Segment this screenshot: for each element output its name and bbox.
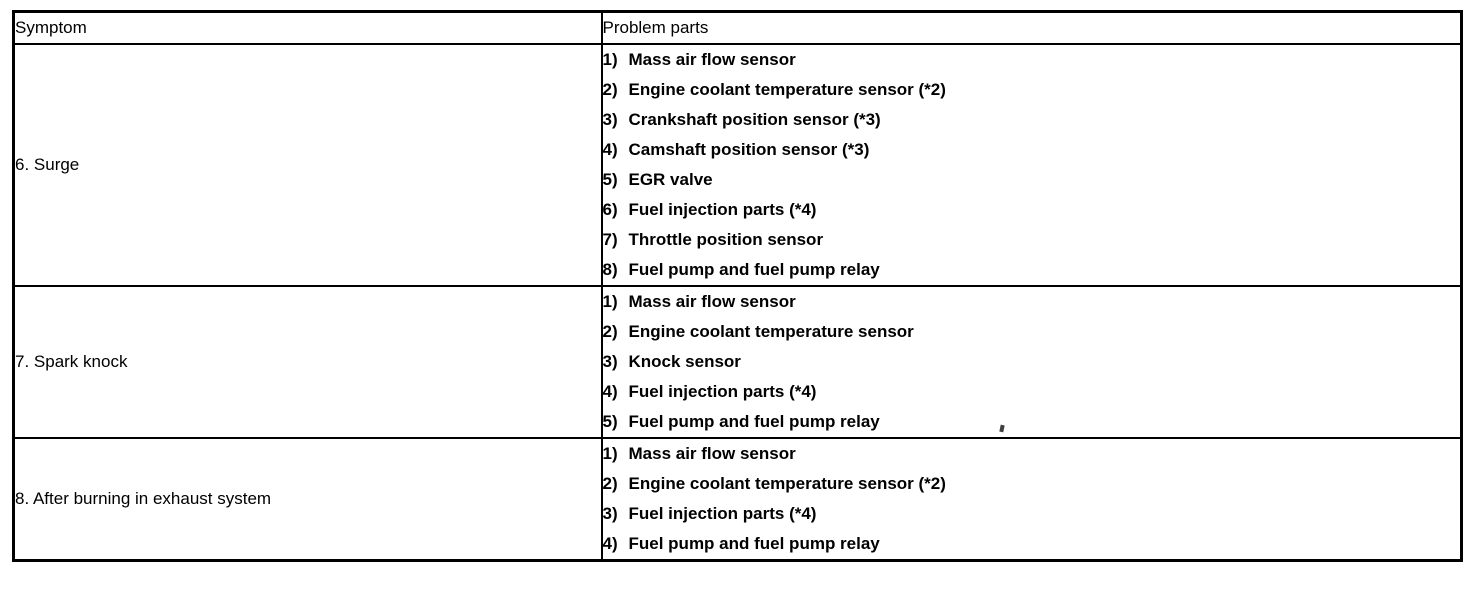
list-item-label: Fuel injection parts (*4) xyxy=(628,382,817,401)
list-item xyxy=(603,165,1461,195)
list-item-number: 3) xyxy=(602,110,618,129)
problem-parts-cell xyxy=(602,438,1462,561)
list-item-label: Throttle position sensor xyxy=(628,230,824,249)
list-item-number: 4) xyxy=(602,534,618,553)
list-item xyxy=(603,377,1461,407)
list-item-label: Engine coolant temperature sensor (*2) xyxy=(628,474,946,493)
list-item xyxy=(603,317,1461,347)
problem-parts-list xyxy=(603,439,1461,559)
list-item-number: 3) xyxy=(602,352,618,371)
list-item-number: 3) xyxy=(602,504,618,523)
list-item-number: 2) xyxy=(602,322,618,341)
list-item-label: Fuel pump and fuel pump relay xyxy=(628,412,880,431)
list-item-number: 7) xyxy=(602,230,618,249)
list-item-label: Mass air flow sensor xyxy=(628,292,796,311)
symptom-cell: 6. Surge xyxy=(14,44,602,286)
problem-parts-cell xyxy=(602,44,1462,286)
list-item-number: 1) xyxy=(602,292,618,311)
list-item-label: Fuel injection parts (*4) xyxy=(628,504,817,523)
list-item-number: 5) xyxy=(602,170,618,189)
list-item-label: Fuel pump and fuel pump relay xyxy=(628,260,880,279)
table-header-row xyxy=(14,12,1462,45)
list-item-number: 5) xyxy=(602,412,618,431)
list-item-number: 1) xyxy=(602,50,618,69)
symptom-problem-parts-table xyxy=(12,10,1463,562)
list-item-label: Mass air flow sensor xyxy=(628,444,796,463)
list-item-label: Mass air flow sensor xyxy=(628,50,796,69)
table-row xyxy=(14,44,1462,286)
table-row xyxy=(14,438,1462,561)
symptom-cell: 7. Spark knock xyxy=(14,286,602,438)
list-item-number: 8) xyxy=(602,260,618,279)
list-item xyxy=(603,439,1461,469)
list-item-number: 2) xyxy=(602,474,618,493)
list-item-label: Camshaft position sensor (*3) xyxy=(628,140,870,159)
list-item-label: Engine coolant temperature sensor xyxy=(628,322,914,341)
list-item xyxy=(603,45,1461,75)
list-item xyxy=(603,529,1461,559)
list-item-label: EGR valve xyxy=(628,170,713,189)
problem-parts-list xyxy=(603,45,1461,285)
column-header-problem-parts: Problem parts xyxy=(602,12,1462,45)
list-item xyxy=(603,287,1461,317)
list-item xyxy=(603,195,1461,225)
list-item-label: Engine coolant temperature sensor (*2) xyxy=(628,80,946,99)
symptom-cell: 8. After burning in exhaust system xyxy=(14,438,602,561)
list-item-label: Fuel pump and fuel pump relay xyxy=(628,534,880,553)
list-item xyxy=(603,407,1461,437)
list-item-number: 6) xyxy=(602,200,618,219)
column-header-symptom: Symptom xyxy=(14,12,602,45)
list-item xyxy=(603,469,1461,499)
problem-parts-list xyxy=(603,287,1461,437)
list-item xyxy=(603,255,1461,285)
list-item-label: Crankshaft position sensor (*3) xyxy=(628,110,881,129)
list-item xyxy=(603,225,1461,255)
problem-parts-cell xyxy=(602,286,1462,438)
list-item xyxy=(603,135,1461,165)
list-item-number: 4) xyxy=(602,140,618,159)
list-item xyxy=(603,75,1461,105)
list-item-label: Knock sensor xyxy=(628,352,741,371)
table-row xyxy=(14,286,1462,438)
list-item-label: Fuel injection parts (*4) xyxy=(628,200,817,219)
list-item-number: 2) xyxy=(602,80,618,99)
list-item xyxy=(603,105,1461,135)
list-item-number: 4) xyxy=(602,382,618,401)
list-item-number: 1) xyxy=(602,444,618,463)
list-item xyxy=(603,499,1461,529)
list-item xyxy=(603,347,1461,377)
